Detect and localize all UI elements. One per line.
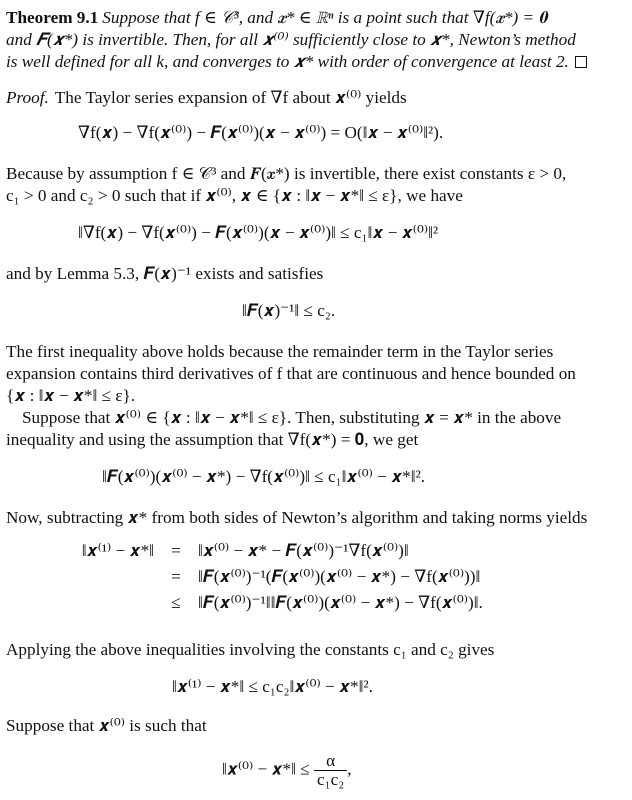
equation-first-step-bound: ‖𝑭(𝒙⁽⁰⁾)(𝒙⁽⁰⁾ − 𝒙*) − ∇f(𝒙⁽⁰⁾)‖ ≤ c₁‖𝒙⁽⁰⁾ − 𝒙*‖².: [102, 467, 426, 486]
equation-neighborhood: [222, 752, 352, 789]
aligned-relation: =: [171, 567, 181, 586]
aligned-rhs: ‖𝑭(𝒙⁽⁰⁾)⁻¹‖‖𝑭(𝒙⁽⁰⁾)(𝒙⁽⁰⁾ − 𝒙*) − ∇f(𝒙⁽⁰⁾)‖.: [198, 593, 483, 612]
paragraph-5-line-2: inequality and using the assumption that ∇f(𝒙*) = 𝟎, we get: [6, 430, 419, 449]
theorem-text-3: is well defined for all k, and converges to 𝒙* with order of convergence at least 2.: [6, 52, 569, 71]
proof-intro-text: The Taylor series expansion of ∇f about 𝒙⁽⁰⁾ yields: [54, 88, 407, 107]
proof-intro: [6, 88, 407, 108]
theorem-text-1: Suppose that f ∈ 𝒞³, and 𝒙* ∈ ℝⁿ is a point such that ∇f(𝒙*) = 𝟎: [102, 8, 548, 27]
proof-label: Proof.: [6, 88, 49, 107]
aligned-row: [24, 590, 483, 616]
aligned-relation: =: [171, 541, 181, 560]
paragraph-4-line-1: The first inequality above holds because the remainder term in the Taylor series: [6, 342, 554, 361]
fraction-alpha-over-c1c2: [314, 752, 347, 789]
equation-neighborhood-tail: ,: [347, 759, 352, 779]
fraction-numerator: α: [314, 752, 347, 771]
paragraph-6: Now, subtracting 𝒙* from both sides of Newton’s algorithm and taking norms yields: [6, 508, 588, 527]
equation-remainder-bound: ‖∇f(𝒙) − ∇f(𝒙⁽⁰⁾) − 𝑭(𝒙⁽⁰⁾)(𝒙 − 𝒙⁽⁰⁾)‖ ≤ c₁‖𝒙 − 𝒙⁽⁰⁾‖²: [78, 223, 439, 242]
aligned-equations: [24, 538, 483, 616]
paragraph-2-line-1: Because by assumption f ∈ 𝒞³ and 𝑭(𝒙*) is invertible, there exist constants ε > 0,: [6, 164, 567, 183]
paragraph-3: and by Lemma 5.3, 𝑭(𝒙)⁻¹ exists and satisfies: [6, 264, 324, 283]
equation-taylor: ∇f(𝒙) − ∇f(𝒙⁽⁰⁾) − 𝑭(𝒙⁽⁰⁾)(𝒙 − 𝒙⁽⁰⁾) = O(‖𝒙 − 𝒙⁽⁰⁾‖²).: [78, 123, 444, 142]
theorem-line-3: [6, 52, 587, 72]
aligned-relation: ≤: [171, 593, 181, 612]
theorem-line-2: and 𝑭(𝒙*) is invertible. Then, for all 𝒙⁽⁰⁾ sufficiently close to 𝒙*, Newton’s method: [6, 30, 576, 49]
fraction-denominator: c₁c₂: [317, 770, 345, 789]
aligned-rhs: ‖𝑭(𝒙⁽⁰⁾)⁻¹(𝑭(𝒙⁽⁰⁾)(𝒙⁽⁰⁾ − 𝒙*) − ∇f(𝒙⁽⁰⁾))‖: [198, 567, 481, 586]
end-of-theorem-box-icon: [575, 56, 587, 68]
theorem-line-1: [6, 8, 547, 28]
aligned-lhs: ‖𝒙⁽¹⁾ − 𝒙*‖: [81, 541, 154, 560]
paragraph-2-line-2: c₁ > 0 and c₂ > 0 such that if 𝒙⁽⁰⁾, 𝒙 ∈ {𝒙 : ‖𝒙 − 𝒙*‖ ≤ ε}, we have: [6, 186, 463, 205]
paragraph-5-line-1: Suppose that 𝒙⁽⁰⁾ ∈ {𝒙 : ‖𝒙 − 𝒙*‖ ≤ ε}. Then, substituting 𝒙 = 𝒙* in the above: [22, 408, 562, 427]
paragraph-4-line-2: expansion contains third derivatives of f that are continuous and hence bounded on: [6, 364, 576, 383]
equation-neighborhood-lhs: ‖𝒙⁽⁰⁾ − 𝒙*‖ ≤: [222, 759, 310, 779]
aligned-row: [24, 538, 483, 564]
paragraph-7: Applying the above inequalities involving the constants c₁ and c₂ gives: [6, 640, 495, 659]
aligned-row: [24, 564, 483, 590]
aligned-lhs: [24, 590, 154, 616]
equation-inverse-bound: ‖𝑭(𝒙)⁻¹‖ ≤ c₂.: [242, 301, 336, 320]
aligned-rhs: ‖𝒙⁽⁰⁾ − 𝒙* − 𝑭(𝒙⁽⁰⁾)⁻¹∇f(𝒙⁽⁰⁾)‖: [198, 541, 409, 560]
aligned-lhs: [24, 564, 154, 590]
paragraph-4-line-3: {𝒙 : ‖𝒙 − 𝒙*‖ ≤ ε}.: [6, 386, 136, 405]
equation-quadratic-bound: ‖𝒙⁽¹⁾ − 𝒙*‖ ≤ c₁c₂‖𝒙⁽⁰⁾ − 𝒙*‖².: [172, 677, 373, 696]
theorem-label: Theorem 9.1: [6, 8, 99, 27]
paragraph-8: Suppose that 𝒙⁽⁰⁾ is such that: [6, 716, 207, 735]
